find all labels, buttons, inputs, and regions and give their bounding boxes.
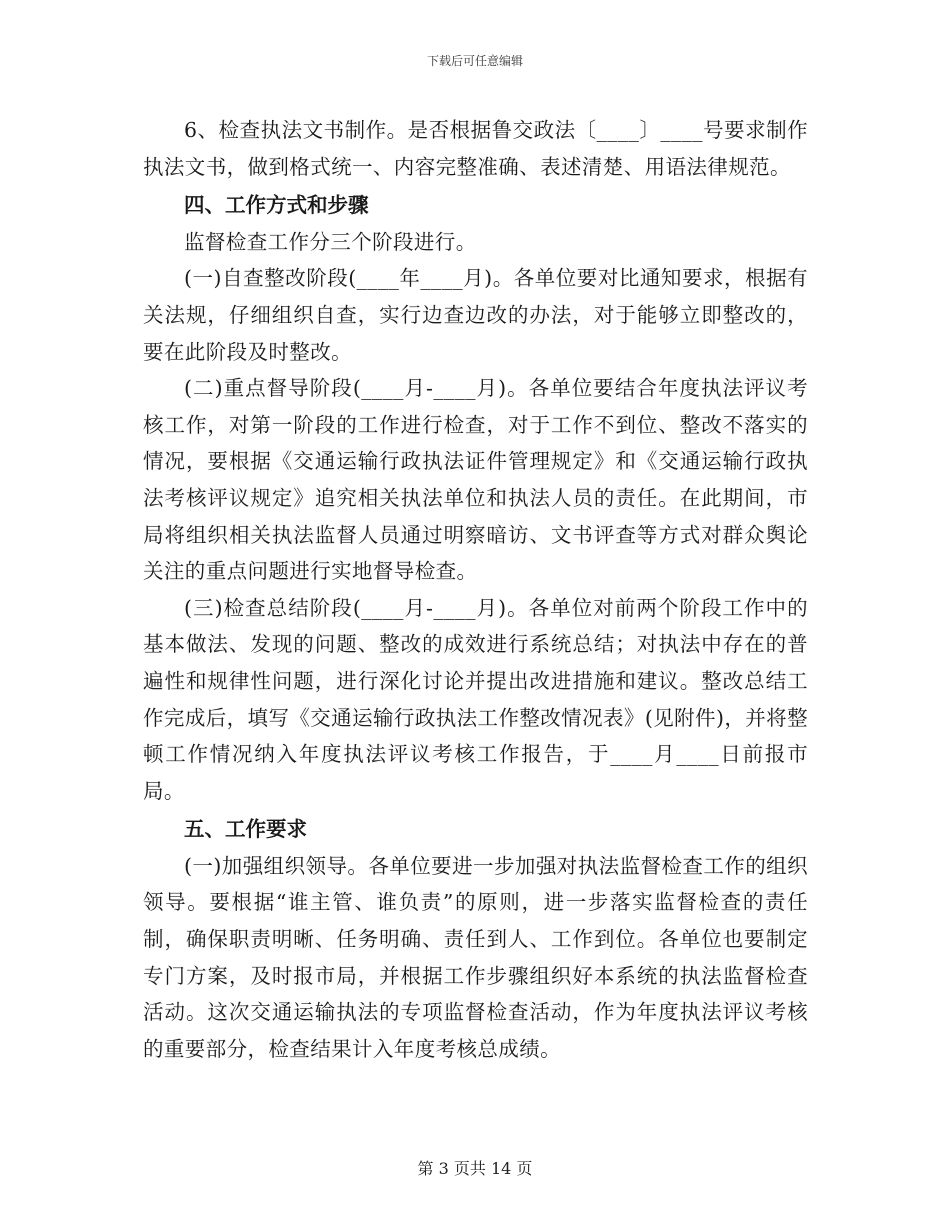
paragraph-requirement-1: (一)加强组织领导。各单位要进一步加强对执法监督检查工作的组织领导。要根据“谁主管、谁负责”的原则，进一步落实监督检查的责任制，确保职责明晰、任务明确、责任到人、工作到位。各单位也要制定专门方案，及时报市局，并根据工作步骤组织好本系统的执法监督检查活动。这次交通运输执法的专项监督检查活动，作为年度执法评议考核的重要部分，检查结果计入年度考核总成绩。 (143, 853, 808, 1061)
page-number: 第 3 页共 14 页 (417, 1159, 533, 1178)
paragraph-stage-3: (三)检查总结阶段(____月-____月)。各单位对前两个阶段工作中的基本做法、发现的问题、整改的成效进行系统总结；对执法中存在的普遍性和规律性问题，进行深化讨论并提出改进措施和建议。整改总结工作完成后，填写《交通运输行政执法工作整改情况表》(见附件)，并将整顿工作情况纳入年度执法评议考核工作报告，于____月____日前报市局。 (143, 595, 808, 803)
paragraph-item-6: 6、检查执法文书制作。是否根据鲁交政法〔____〕____号要求制作执法文书，做到格式统一、内容完整准确、表述清楚、用语法律规范。 (143, 118, 808, 179)
section-heading-4: 四、工作方式和步骤 (184, 193, 369, 218)
paragraph-stage-1: (一)自查整改阶段(____年____月)。各单位要对比通知要求，根据有关法规，仔细组织自查，实行边查边改的办法，对于能够立即整改的，要在此阶段及时整改。 (143, 266, 808, 364)
paragraph-intro: 监督检查工作分三个阶段进行。 (184, 229, 477, 254)
page-header-note: 下载后可任意编辑 (426, 54, 523, 68)
document-body (143, 112, 808, 1067)
section-heading-5: 五、工作要求 (184, 817, 307, 842)
paragraph-stage-2: (二)重点督导阶段(____月-____月)。各单位要结合年度执法评议考核工作，对第一阶段的工作进行检查，对于工作不到位、整改不落实的情况，要根据《交通运输行政执法证件管理规定》和《交通运输行政执法考核评议规定》追究相关执法单位和执法人员的责任。在此期间，市局将组织相关执法监督人员通过明察暗访、文书评查等方式对群众舆论关注的重点问题进行实地督导检查。 (143, 376, 808, 584)
